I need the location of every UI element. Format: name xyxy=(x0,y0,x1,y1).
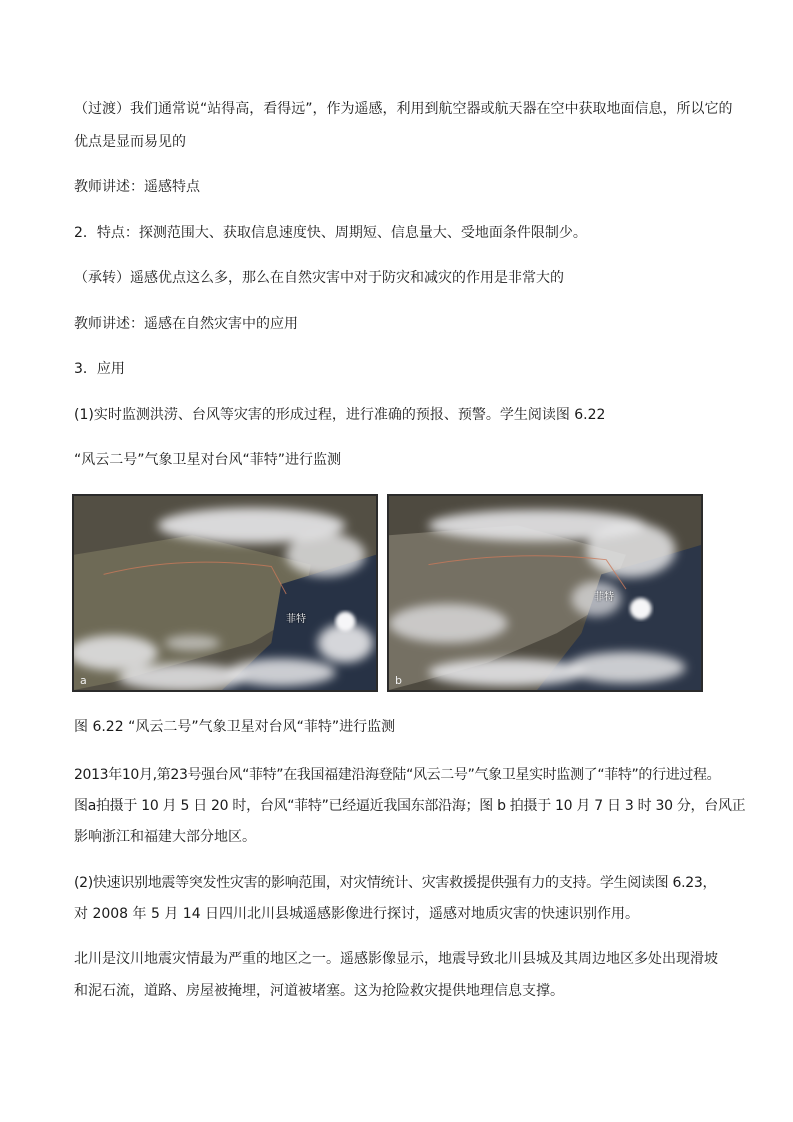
paragraph-typhoon-line1: 2013年10月,第23号强台风“菲特”在我国福建沿海登陆“风云二号”气象卫星实时监测了“菲特”的行进过程。 xyxy=(74,767,721,783)
paragraph-bridge: （承转）遥感优点这么多，那么在自然灾害中对于防灾和减灾的作用是非常大的 xyxy=(74,270,564,286)
paragraph-beichuan-line2: 和泥石流，道路、房屋被掩埋，河道被堵塞。这为抢险救灾提供地理信息支撑。 xyxy=(74,983,564,999)
satellite-image-a xyxy=(72,494,378,692)
paragraph-beichuan-line1: 北川是汶川地震灾情最为严重的地区之一。遥感影像显示，地震导致北川县城及其周边地区多处出现滑坡 xyxy=(74,951,718,967)
figure-letter-a: a xyxy=(80,674,87,687)
paragraph-transition-line2: 优点是显而易见的 xyxy=(74,134,186,150)
application-item-2-line1: (2)快速识别地震等突发性灾害的影响范围，对灾情统计、灾害救援提供强有力的支持。学生阅读图 6.23， xyxy=(74,875,717,891)
typhoon-label-a: 菲特 xyxy=(286,614,306,625)
figure-letter-b: b xyxy=(395,674,402,687)
figure-intro: “风云二号”气象卫星对台风“菲特”进行监测 xyxy=(74,452,342,468)
paragraph-transition-line1: （过渡）我们通常说“站得高，看得远”，作为遥感，利用到航空器或航天器在空中获取地面信息，所以它的 xyxy=(74,101,733,117)
section-heading-application: 3．应用 xyxy=(74,361,125,377)
satellite-image-b xyxy=(387,494,703,692)
application-item-1: (1)实时监测洪涝、台风等灾害的形成过程，进行准确的预报、预警。学生阅读图 6.22 xyxy=(74,407,606,423)
typhoon-label-b: 菲特 xyxy=(594,592,614,603)
features-list: 2．特点：探测范围大、获取信息速度快、周期短、信息量大、受地面条件限制少。 xyxy=(74,225,587,241)
satellite-image-b-graphic xyxy=(389,496,701,690)
teacher-note-features: 教师讲述：遥感特点 xyxy=(74,179,200,195)
figure-caption: 图 6.22 “风云二号”气象卫星对台风“菲特”进行监测 xyxy=(74,719,396,735)
application-item-2-line2: 对 2008 年 5 月 14 日四川北川县城遥感影像进行探讨，遥感对地质灾害的快速识别作用。 xyxy=(74,906,640,922)
paragraph-typhoon-line3: 影响浙江和福建大部分地区。 xyxy=(74,829,256,845)
paragraph-typhoon-line2: 图a拍摄于 10 月 5 日 20 时，台风“菲特”已经逼近我国东部沿海；图 b 拍摄于 10 月 7 日 3 时 30 分，台风正 xyxy=(74,798,746,814)
satellite-image-a-graphic xyxy=(74,496,376,690)
teacher-note-application: 教师讲述：遥感在自然灾害中的应用 xyxy=(74,316,298,332)
